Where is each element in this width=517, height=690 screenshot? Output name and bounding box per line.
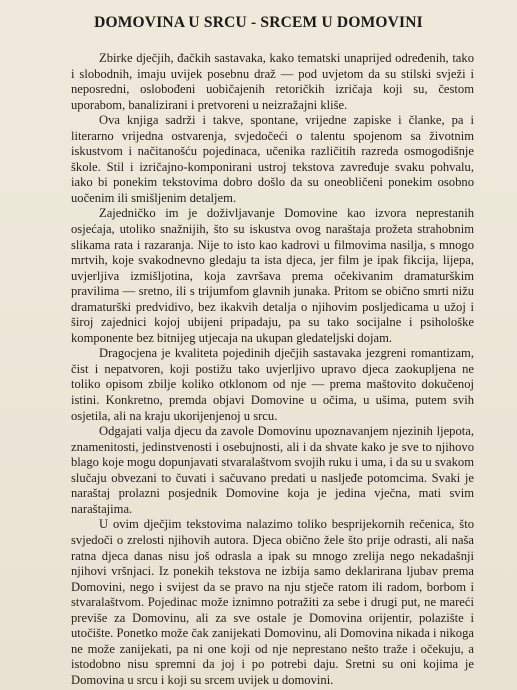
paragraph-2: Ova knjiga sadrži i takve, spontane, vrijedne zapiske i članke, pa i literarno vrijedna ostvarenja, svjedočeći o talentu spojenom sa životnim iskustvom i načitanošću pojedinaca, učenika različitih razreda osmogodišnje škole. Stil i izričajno-komponirani ustroj tekstova zavređuje svaku pohvalu, iako bi ponekim tekstovima dobro došlo da su oneobličeni ponekim osobno uočenim ili smišljenim detaljem. [71, 113, 474, 205]
paragraph-5: Odgajati valja djecu da zavole Domovinu upoznavanjem njezinih ljepota, znamenitosti, jedinstvenosti i osebujnosti, ali i da shvate kako je sve to njihovo blago koje mogu dopunjavati stvaralaštvom svojih ruku i uma, i da su u svakom slučaju obvezani to čuvati i sačuvano predati u nasljeđe potomcima. Svaki je naraštaj prolazni posjednik Domovine koja je jedina vječna, mati svim naraštajima. [71, 424, 474, 516]
article-body [71, 51, 474, 688]
paragraph-6: U ovim dječjim tekstovima nalazimo toliko besprijekornih rečenica, što svjedoči o zrelosti njihovih autora. Djeca obično žele što prije odrasti, ali naša ratna djeca danas nisu još odrasla a ipak su mnogo zrelija nego nekadašnji njihovi vršnjaci. Iz ponekih tekstova ne izbija samo deklarirana ljubav prema Domovini, nego i svijest da se pravo na nju stječe ratom ili radom, borbom i stvaralaštvom. Pojedinac može iznimno potražiti za sebe i drugi put, ne mareći previše za Domovinu, ali za sve ostale je Domovina orijentir, polazište i utočište. Ponetko može čak zanijekati Domovinu, ali Domovina nikada i nikoga ne može zanijekati, pa ni one koji od nje neprestano nešto traže i očekuju, a istodobno nisu spremni da joj i po potrebi daju. Sretni su oni kojima je Domovina u srcu i koji su srcem uvijek u domovini. [71, 517, 474, 687]
article-title: DOMOVINA U SRCU - SRCEM U DOMOVINI [94, 14, 423, 31]
paragraph-3: Zajedničko im je doživljavanje Domovine kao izvora neprestanih osjećaja, utoliko snažnijih, što su iskustva ovog naraštaja prožeta strahobnim slikama rata i razaranja. Nije to isto kao kadrovi u filmovima nasilja, s mnogo mrtvih, koje svakodnevno gledaju ta ista djeca, jer film je ipak fikcija, lijepa, uvjerljiva izmišljotina, koja završava prema očekivanim dramaturškim pravilima — sretno, ili s trijumfom glavnih junaka. Pritom se obično smrti nižu dramaturški predvidivo, bez ikakvih detalja o njihovim posljedicama u užoj i široj zajednici kojoj ubijeni pripadaju, pa su tako socijalne i psihološke komponente bez bitnijeg utjecaja na ukupan gledateljski dojam. [71, 206, 474, 345]
paragraph-4: Dragocjena je kvaliteta pojedinih dječjih sastavaka jezgreni romantizam, čist i nepatvoren, koji postižu tako uvjerljivo upravo djeca zaokupljena ne toliko opisom zbilje koliko otklonom od nje — prema maštovito dokučenoj istini. Konkretno, premda objavi Domovine u očima, u ušima, putem svih osjetila, ali na kraju ukorijenjenoj u srcu. [71, 346, 474, 423]
paragraph-1: Zbirke dječjih, đačkih sastavaka, kako tematski unaprijed određenih, tako i slobodnih, imaju uvijek posebnu draž — pod uvjetom da su stilski svježi i neposredni, oslobođeni uobičajenih retoričkih izričaja koji su, čestom uporabom, banalizirani i pretvoreni u neizražajni kliše. [71, 51, 474, 112]
